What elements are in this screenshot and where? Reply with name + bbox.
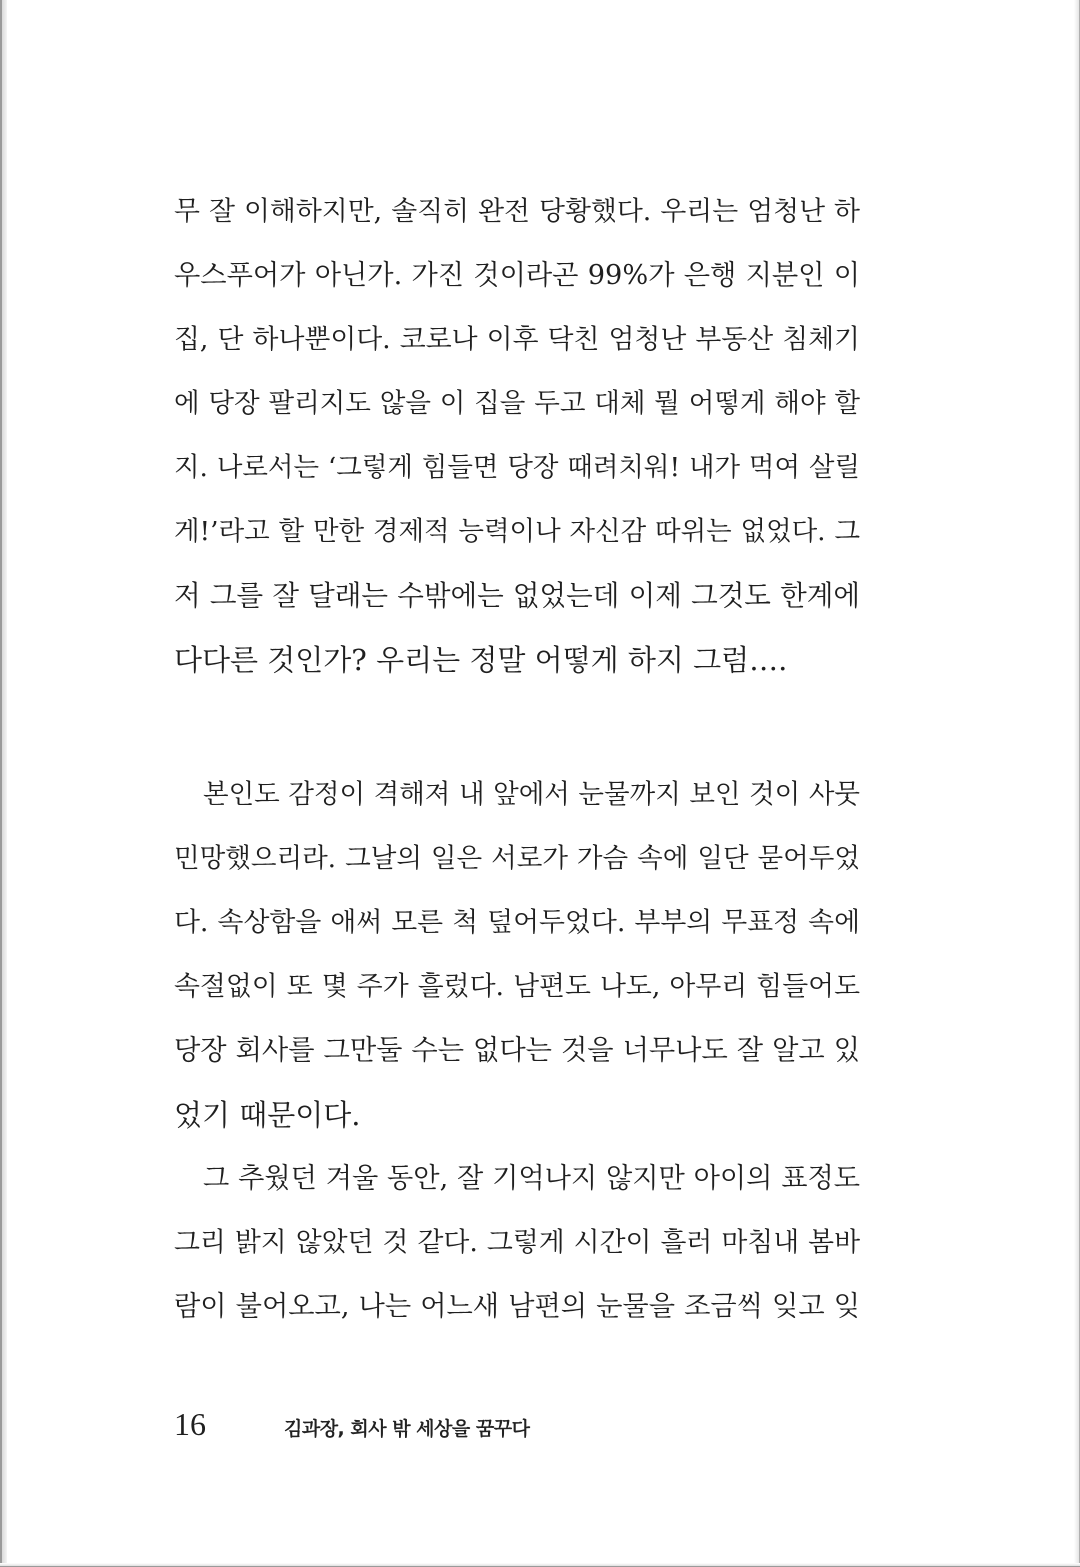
- text-line: 본인도 감정이 격해져 내 앞에서 눈물까지 보인 것이 사뭇: [203, 779, 860, 810]
- paragraph-3: [174, 1147, 860, 1339]
- text-line: 우스푸어가 아닌가. 가진 것이라곤 99%가 은행 지분인 이: [174, 260, 860, 291]
- text-line: 그리 밝지 않았던 것 같다. 그렇게 시간이 흘러 마침내 봄바: [174, 1227, 860, 1258]
- paragraph-2: [174, 763, 860, 1147]
- text-line: 당장 회사를 그만둘 수는 없다는 것을 너무나도 잘 알고 있: [174, 1035, 860, 1066]
- paragraph-1: [174, 180, 860, 692]
- text-line: 다. 속상함을 애써 모른 척 덮어두었다. 부부의 무표정 속에: [174, 907, 860, 938]
- page-footer: [174, 1406, 529, 1456]
- page-number: 16: [174, 1406, 206, 1442]
- text-line: 집, 단 하나뿐이다. 코로나 이후 닥친 엄청난 부동산 침체기: [174, 324, 860, 355]
- page-left-edge: [0, 0, 7, 1567]
- page-right-edge: [1074, 0, 1080, 1567]
- text-line: 그 추웠던 겨울 동안, 잘 기억나지 않지만 아이의 표정도: [203, 1163, 860, 1194]
- text-line: 저 그를 잘 달래는 수밖에는 없었는데 이제 그것도 한계에: [174, 580, 860, 612]
- text-line: 지. 나로서는 ‘그렇게 힘들면 당장 때려치워! 내가 먹여 살릴: [174, 452, 860, 483]
- text-line: 에 당장 팔리지도 않을 이 집을 두고 대체 뭘 어떻게 해야 할: [174, 388, 860, 419]
- paragraph-gap: [174, 692, 860, 763]
- text-line: 게!’라고 할 만한 경제적 능력이나 자신감 따위는 없었다. 그: [174, 516, 860, 547]
- page-bottom-edge: [0, 1563, 1080, 1567]
- body-text: [174, 180, 860, 1339]
- text-line: 무 잘 이해하지만, 솔직히 완전 당황했다. 우리는 엄청난 하: [174, 196, 860, 227]
- text-line: 었기 때문이다.: [174, 1098, 361, 1132]
- text-line: 다다른 것인가? 우리는 정말 어떻게 하지 그럼….: [174, 643, 788, 677]
- running-title: 김과장, 회사 밖 세상을 꿈꾸다: [284, 1418, 530, 1440]
- text-line: 람이 불어오고, 나는 어느새 남편의 눈물을 조금씩 잊고 잊: [174, 1291, 860, 1322]
- text-line: 속절없이 또 몇 주가 흘렀다. 남편도 나도, 아무리 힘들어도: [174, 971, 860, 1002]
- text-line: 민망했으리라. 그날의 일은 서로가 가슴 속에 일단 묻어두었: [174, 843, 860, 874]
